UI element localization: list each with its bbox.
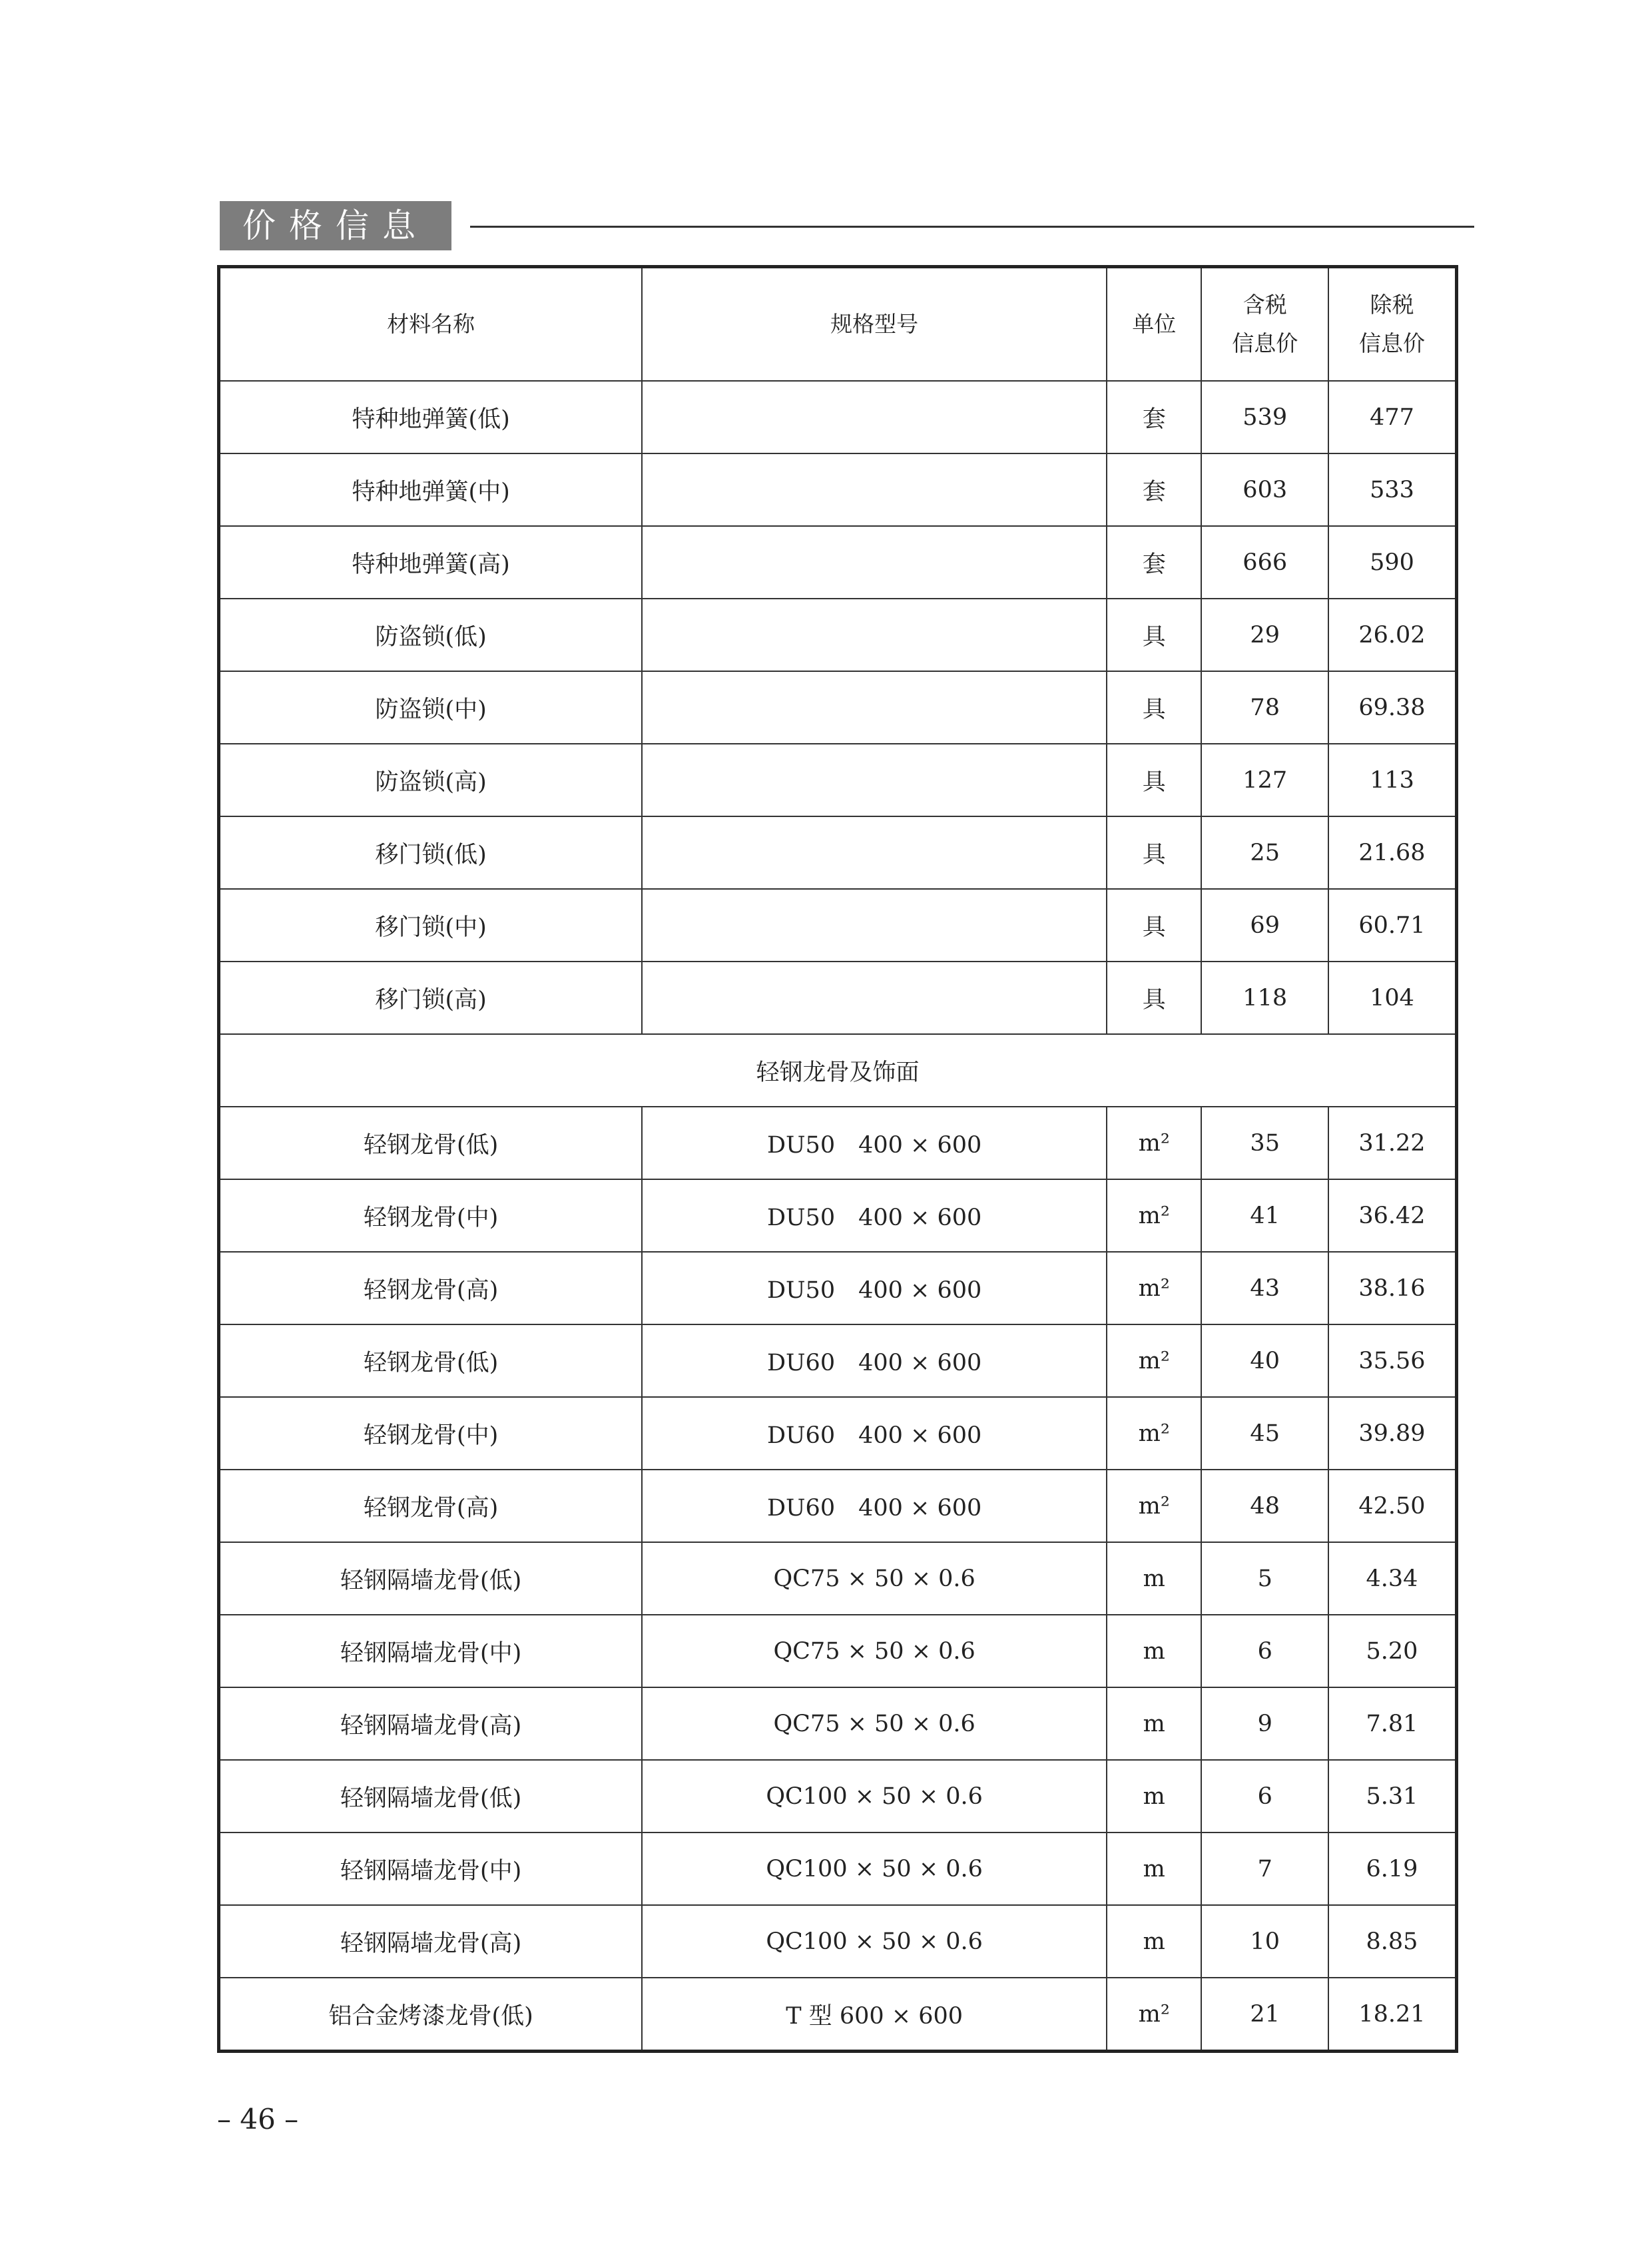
- cell-price-tax: 666: [1201, 526, 1328, 599]
- cell-price-tax: 539: [1201, 381, 1328, 453]
- header-unit: 单位: [1107, 267, 1201, 382]
- cell-unit: m²: [1107, 1978, 1201, 2052]
- cell-spec: [642, 962, 1107, 1034]
- table-row: [219, 526, 1457, 599]
- table-row: [219, 1107, 1457, 1179]
- table-row: [219, 1542, 1457, 1615]
- table-row: [219, 671, 1457, 744]
- cell-spec: QC75 × 50 × 0.6: [642, 1687, 1107, 1760]
- cell-price-notax: 5.20: [1328, 1615, 1457, 1687]
- header-price-notax: [1328, 267, 1457, 382]
- cell-spec: DU50 400 × 600: [642, 1179, 1107, 1252]
- cell-price-tax: 25: [1201, 816, 1328, 889]
- cell-price-tax: 40: [1201, 1324, 1328, 1397]
- cell-name: 防盗锁(高): [219, 744, 643, 816]
- cell-price-tax: 6: [1201, 1615, 1328, 1687]
- table-row: [219, 1179, 1457, 1252]
- cell-name: 特种地弹簧(中): [219, 453, 643, 526]
- table-row: [219, 453, 1457, 526]
- cell-unit: m: [1107, 1615, 1201, 1687]
- cell-unit: m: [1107, 1542, 1201, 1615]
- cell-unit: 具: [1107, 744, 1201, 816]
- cell-unit: m²: [1107, 1397, 1201, 1470]
- cell-price-notax: 477: [1328, 381, 1457, 453]
- table-row: [219, 1324, 1457, 1397]
- cell-price-notax: 35.56: [1328, 1324, 1457, 1397]
- table-row: [219, 744, 1457, 816]
- page-header-title: 价格信息: [220, 201, 451, 250]
- cell-price-tax: 69: [1201, 889, 1328, 962]
- cell-unit: m²: [1107, 1324, 1201, 1397]
- table-header-row: [219, 267, 1457, 382]
- cell-name: 移门锁(中): [219, 889, 643, 962]
- cell-price-tax: 21: [1201, 1978, 1328, 2052]
- table-row: [219, 1978, 1457, 2052]
- table-row: [219, 381, 1457, 453]
- cell-price-notax: 5.31: [1328, 1760, 1457, 1833]
- cell-name: 轻钢隔墙龙骨(低): [219, 1542, 643, 1615]
- cell-spec: QC100 × 50 × 0.6: [642, 1760, 1107, 1833]
- cell-name: 轻钢隔墙龙骨(高): [219, 1905, 643, 1978]
- cell-unit: m²: [1107, 1470, 1201, 1542]
- cell-name: 轻钢隔墙龙骨(中): [219, 1615, 643, 1687]
- cell-unit: 具: [1107, 889, 1201, 962]
- cell-spec: [642, 744, 1107, 816]
- cell-price-tax: 118: [1201, 962, 1328, 1034]
- cell-spec: DU60 400 × 600: [642, 1397, 1107, 1470]
- cell-price-notax: 38.16: [1328, 1252, 1457, 1324]
- cell-price-notax: 21.68: [1328, 816, 1457, 889]
- header-price-tax: [1201, 267, 1328, 382]
- cell-price-tax: 9: [1201, 1687, 1328, 1760]
- header-price-notax-line2: 信息价: [1358, 330, 1425, 356]
- table-row: [219, 962, 1457, 1034]
- section-title: 轻钢龙骨及饰面: [219, 1034, 1457, 1107]
- header-price-tax-line2: 信息价: [1232, 330, 1298, 356]
- cell-spec: [642, 599, 1107, 671]
- table-row: [219, 1760, 1457, 1833]
- cell-unit: m: [1107, 1687, 1201, 1760]
- cell-price-notax: 533: [1328, 453, 1457, 526]
- table-row: [219, 816, 1457, 889]
- cell-price-notax: 104: [1328, 962, 1457, 1034]
- cell-price-tax: 45: [1201, 1397, 1328, 1470]
- table-row: [219, 1615, 1457, 1687]
- cell-price-notax: 590: [1328, 526, 1457, 599]
- cell-name: 轻钢龙骨(高): [219, 1470, 643, 1542]
- cell-price-notax: 39.89: [1328, 1397, 1457, 1470]
- section-row: [219, 1034, 1457, 1107]
- cell-unit: m²: [1107, 1179, 1201, 1252]
- cell-price-tax: 29: [1201, 599, 1328, 671]
- cell-name: 铝合金烤漆龙骨(低): [219, 1978, 643, 2052]
- cell-name: 轻钢隔墙龙骨(中): [219, 1833, 643, 1905]
- cell-name: 轻钢龙骨(高): [219, 1252, 643, 1324]
- cell-price-notax: 31.22: [1328, 1107, 1457, 1179]
- cell-unit: 套: [1107, 526, 1201, 599]
- cell-price-tax: 48: [1201, 1470, 1328, 1542]
- cell-spec: [642, 526, 1107, 599]
- cell-name: 轻钢龙骨(中): [219, 1179, 643, 1252]
- cell-spec: QC75 × 50 × 0.6: [642, 1542, 1107, 1615]
- cell-price-notax: 42.50: [1328, 1470, 1457, 1542]
- cell-price-notax: 113: [1328, 744, 1457, 816]
- cell-name: 移门锁(低): [219, 816, 643, 889]
- cell-spec: DU60 400 × 600: [642, 1470, 1107, 1542]
- cell-spec: QC100 × 50 × 0.6: [642, 1833, 1107, 1905]
- cell-name: 轻钢隔墙龙骨(高): [219, 1687, 643, 1760]
- cell-price-notax: 8.85: [1328, 1905, 1457, 1978]
- table-row: [219, 1833, 1457, 1905]
- cell-name: 轻钢龙骨(低): [219, 1324, 643, 1397]
- header-rule: [470, 226, 1474, 228]
- cell-spec: [642, 816, 1107, 889]
- cell-price-tax: 603: [1201, 453, 1328, 526]
- table-row: [219, 889, 1457, 962]
- cell-price-tax: 127: [1201, 744, 1328, 816]
- cell-price-tax: 7: [1201, 1833, 1328, 1905]
- cell-name: 轻钢龙骨(低): [219, 1107, 643, 1179]
- cell-spec: DU50 400 × 600: [642, 1252, 1107, 1324]
- cell-price-notax: 26.02: [1328, 599, 1457, 671]
- header-name: 材料名称: [219, 267, 643, 382]
- table-row: [219, 599, 1457, 671]
- cell-unit: 具: [1107, 671, 1201, 744]
- cell-name: 特种地弹簧(低): [219, 381, 643, 453]
- cell-price-tax: 5: [1201, 1542, 1328, 1615]
- cell-price-notax: 36.42: [1328, 1179, 1457, 1252]
- cell-unit: m: [1107, 1905, 1201, 1978]
- cell-unit: 具: [1107, 962, 1201, 1034]
- header-spec: 规格型号: [642, 267, 1107, 382]
- cell-unit: m²: [1107, 1252, 1201, 1324]
- table-row: [219, 1397, 1457, 1470]
- cell-unit: 具: [1107, 599, 1201, 671]
- cell-price-notax: 69.38: [1328, 671, 1457, 744]
- header-price-tax-line1: 含税: [1242, 292, 1287, 318]
- cell-spec: [642, 889, 1107, 962]
- cell-unit: m: [1107, 1760, 1201, 1833]
- cell-price-notax: 60.71: [1328, 889, 1457, 962]
- cell-unit: m: [1107, 1833, 1201, 1905]
- cell-price-tax: 78: [1201, 671, 1328, 744]
- cell-price-tax: 6: [1201, 1760, 1328, 1833]
- cell-price-tax: 35: [1201, 1107, 1328, 1179]
- cell-name: 轻钢隔墙龙骨(低): [219, 1760, 643, 1833]
- cell-spec: DU50 400 × 600: [642, 1107, 1107, 1179]
- cell-unit: 套: [1107, 453, 1201, 526]
- header-price-notax-line1: 除税: [1370, 292, 1414, 318]
- cell-name: 防盗锁(中): [219, 671, 643, 744]
- cell-unit: m²: [1107, 1107, 1201, 1179]
- cell-unit: 套: [1107, 381, 1201, 453]
- cell-price-tax: 10: [1201, 1905, 1328, 1978]
- cell-spec: DU60 400 × 600: [642, 1324, 1107, 1397]
- cell-price-notax: 18.21: [1328, 1978, 1457, 2052]
- cell-spec: [642, 381, 1107, 453]
- cell-name: 移门锁(高): [219, 962, 643, 1034]
- cell-name: 轻钢龙骨(中): [219, 1397, 643, 1470]
- table-row: [219, 1687, 1457, 1760]
- page-number: – 46 –: [217, 2103, 299, 2135]
- cell-spec: [642, 453, 1107, 526]
- cell-spec: [642, 671, 1107, 744]
- cell-name: 防盗锁(低): [219, 599, 643, 671]
- cell-price-notax: 6.19: [1328, 1833, 1457, 1905]
- table-row: [219, 1470, 1457, 1542]
- cell-price-tax: 43: [1201, 1252, 1328, 1324]
- table-row: [219, 1252, 1457, 1324]
- cell-spec: QC100 × 50 × 0.6: [642, 1905, 1107, 1978]
- price-table: [217, 265, 1458, 2053]
- cell-price-notax: 4.34: [1328, 1542, 1457, 1615]
- table-row: [219, 1905, 1457, 1978]
- cell-spec: T 型 600 × 600: [642, 1978, 1107, 2052]
- cell-price-notax: 7.81: [1328, 1687, 1457, 1760]
- cell-spec: QC75 × 50 × 0.6: [642, 1615, 1107, 1687]
- cell-price-tax: 41: [1201, 1179, 1328, 1252]
- cell-unit: 具: [1107, 816, 1201, 889]
- cell-name: 特种地弹簧(高): [219, 526, 643, 599]
